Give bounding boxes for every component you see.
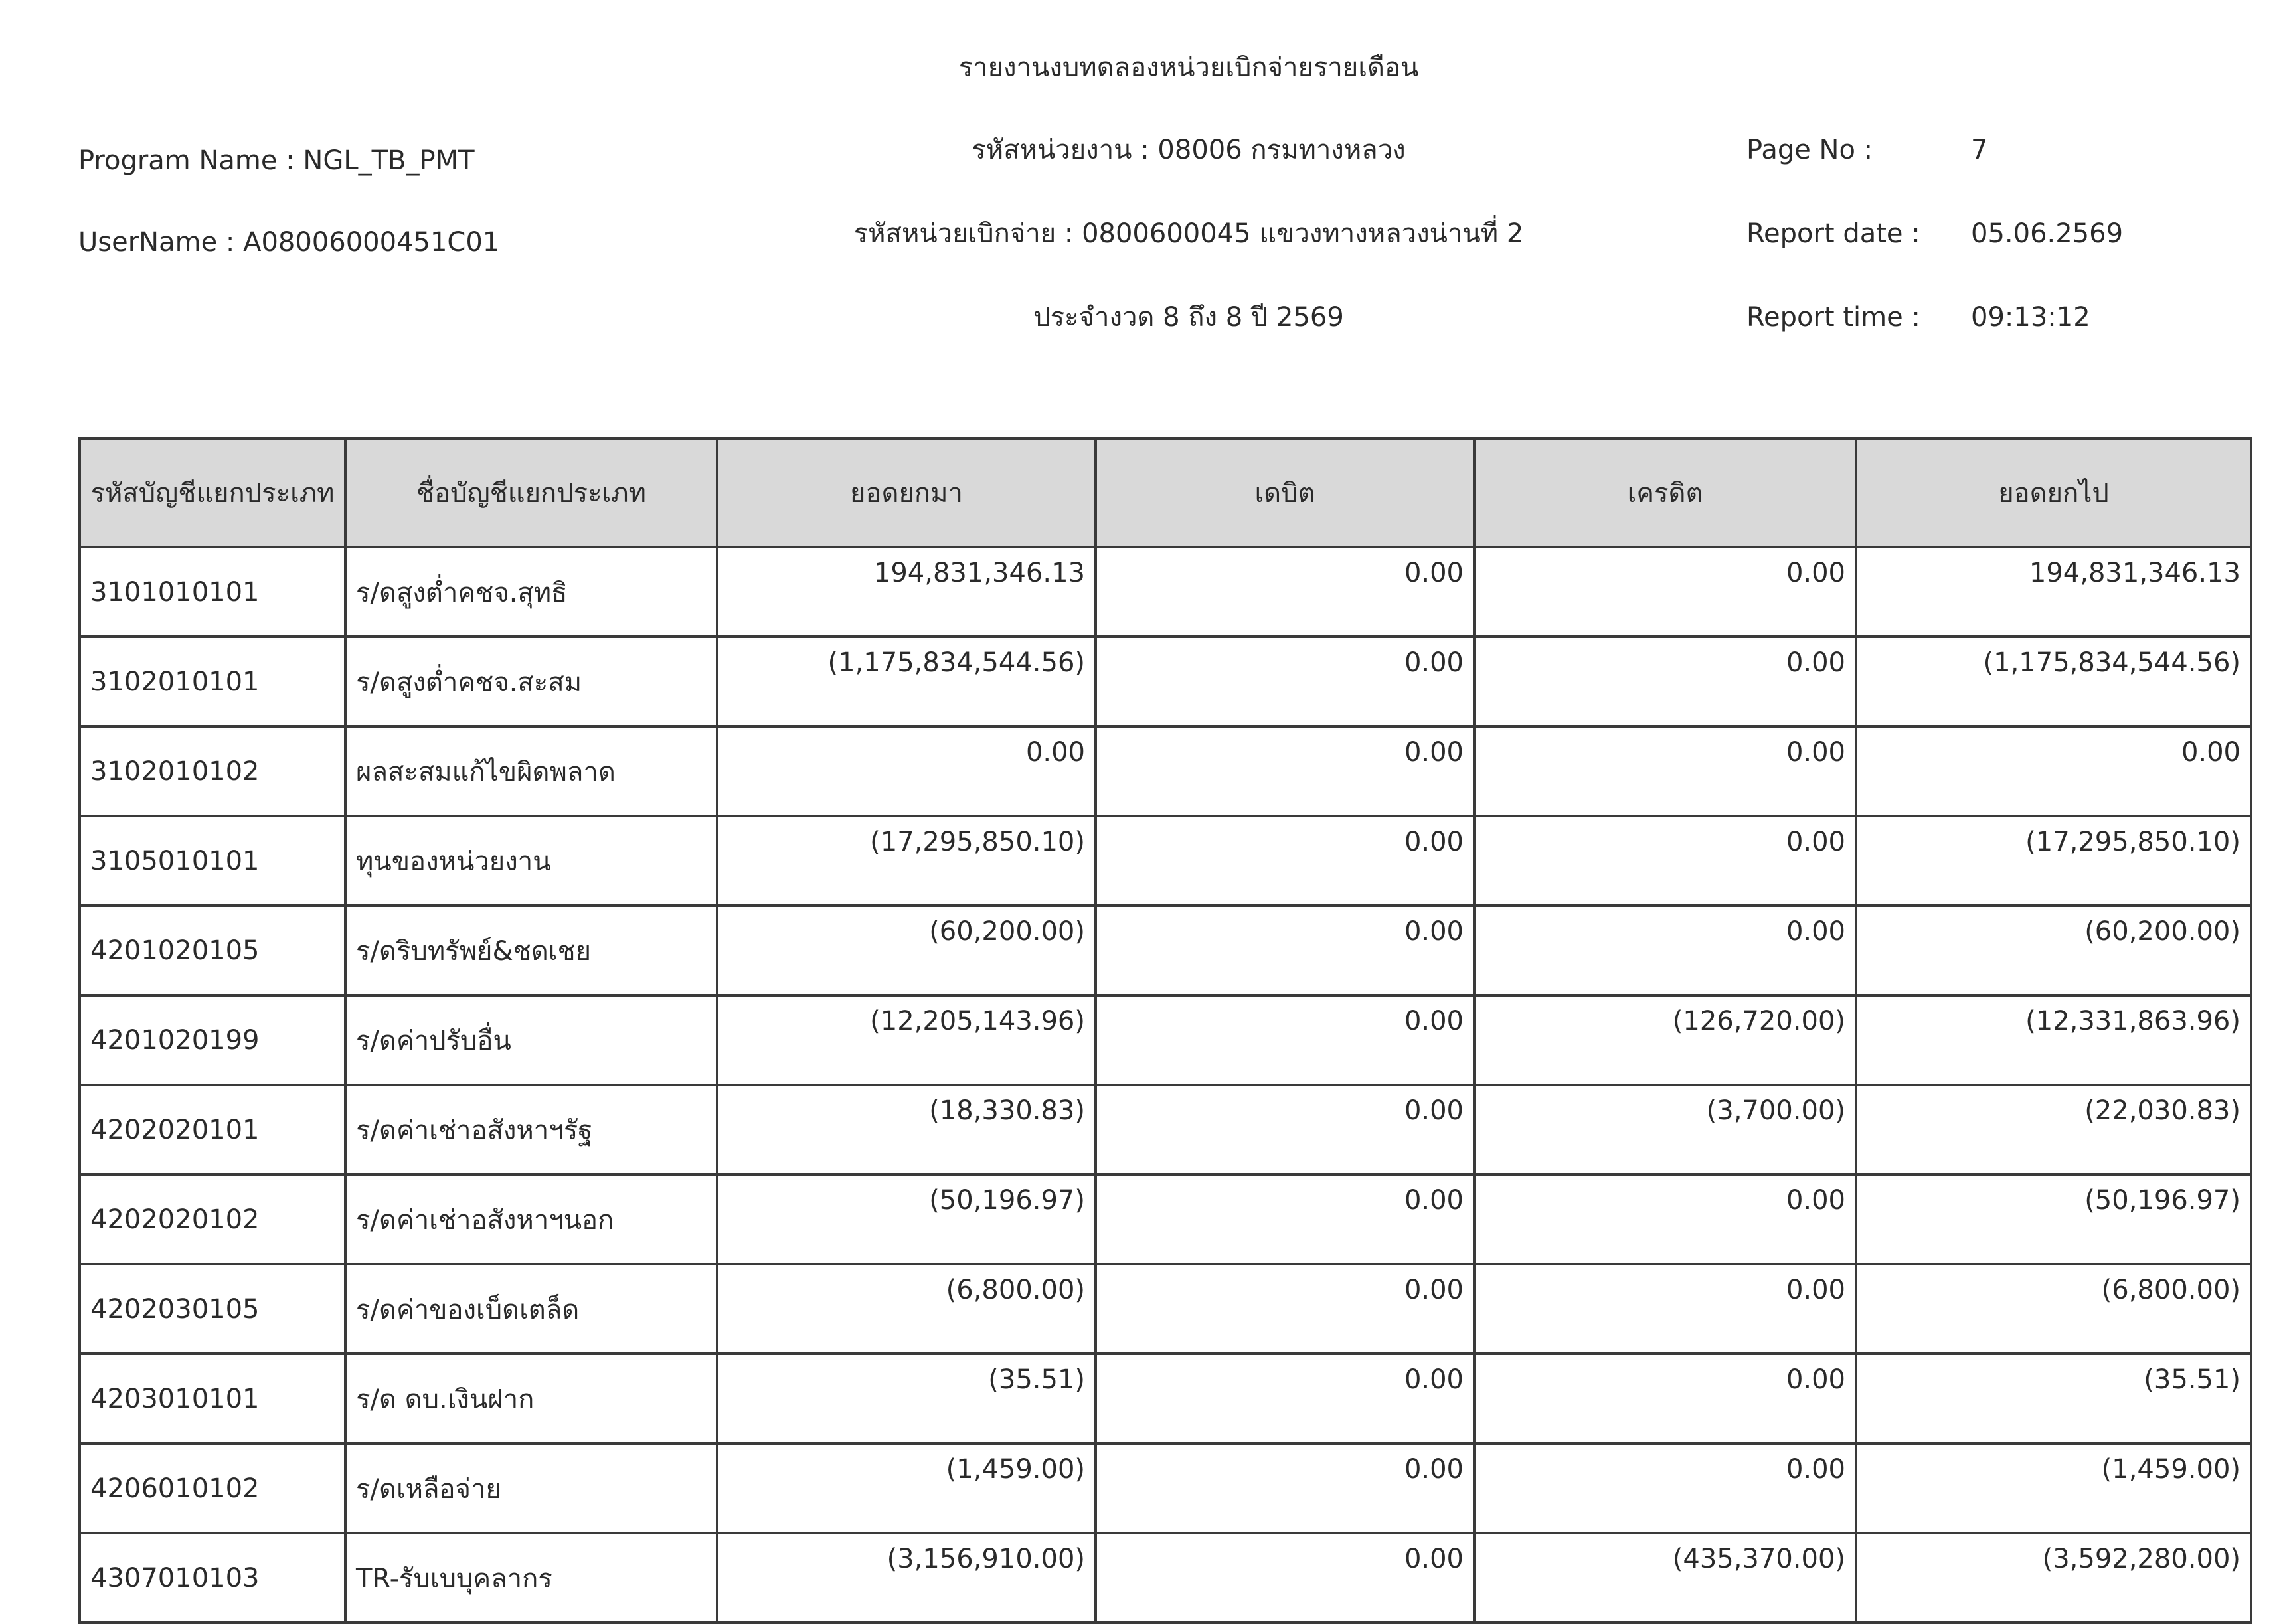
column-header-account-name: ชื่อบัญชีแยกประเภท <box>345 438 717 547</box>
opening-balance-cell: (60,200.00) <box>717 906 1096 995</box>
closing-balance-cell: (60,200.00) <box>1856 906 2251 995</box>
debit-cell: 0.00 <box>1096 1354 1474 1443</box>
credit-cell: (3,700.00) <box>1474 1085 1856 1175</box>
table-row <box>80 1264 2251 1354</box>
credit-cell: (126,720.00) <box>1474 995 1856 1085</box>
account-name-cell: ร/ดสูงต่ำคชจ.สะสม <box>345 637 717 726</box>
table-row <box>80 637 2251 726</box>
table-header-row <box>80 438 2251 547</box>
account-name-cell: TR-รับเบบุคลากร <box>345 1533 717 1623</box>
debit-cell: 0.00 <box>1096 906 1474 995</box>
debit-cell: 0.00 <box>1096 637 1474 726</box>
disbursing-unit: รหัสหน่วยเบิกจ่าย : 0800600045 แขวงทางหลวงน่านที่ 2 <box>853 218 1524 249</box>
debit-cell: 0.00 <box>1096 995 1474 1085</box>
opening-balance-cell: (6,800.00) <box>717 1264 1096 1354</box>
table-row <box>80 1085 2251 1175</box>
table-row <box>80 816 2251 906</box>
account-code-cell: 3105010101 <box>80 816 345 906</box>
opening-balance-cell: (18,330.83) <box>717 1085 1096 1175</box>
table-row <box>80 1175 2251 1264</box>
table-body <box>80 547 2251 1623</box>
account-code-cell: 3101010101 <box>80 547 345 637</box>
table-row <box>80 1354 2251 1443</box>
credit-cell: 0.00 <box>1474 816 1856 906</box>
table-row <box>80 906 2251 995</box>
closing-balance-cell: (3,592,280.00) <box>1856 1533 2251 1623</box>
credit-cell: 0.00 <box>1474 637 1856 726</box>
column-header-opening-balance: ยอดยกมา <box>717 438 1096 547</box>
account-code-cell: 4201020105 <box>80 906 345 995</box>
credit-cell: (435,370.00) <box>1474 1533 1856 1623</box>
report-date-value: 05.06.2569 <box>1971 218 2124 249</box>
report-period: ประจำงวด 8 ถึง 8 ปี 2569 <box>1033 302 1344 333</box>
credit-cell: 0.00 <box>1474 1443 1856 1533</box>
column-header-closing-balance: ยอดยกไป <box>1856 438 2251 547</box>
account-code-cell: 3102010102 <box>80 726 345 816</box>
table-row <box>80 1443 2251 1533</box>
table-row <box>80 995 2251 1085</box>
account-name-cell: ร/ดค่าเช่าอสังหาฯนอก <box>345 1175 717 1264</box>
opening-balance-cell: (12,205,143.96) <box>717 995 1096 1085</box>
opening-balance-cell: 0.00 <box>717 726 1096 816</box>
user-name: UserName : A08006000451C01 <box>78 227 500 258</box>
debit-cell: 0.00 <box>1096 1085 1474 1175</box>
closing-balance-cell: (12,331,863.96) <box>1856 995 2251 1085</box>
debit-cell: 0.00 <box>1096 816 1474 906</box>
agency-code: รหัสหน่วยงาน : 08006 กรมทางหลวง <box>972 135 1406 165</box>
report-time-value: 09:13:12 <box>1971 302 2090 333</box>
account-code-cell: 4203010101 <box>80 1354 345 1443</box>
account-name-cell: ร/ดริบทรัพย์&ชดเชย <box>345 906 717 995</box>
account-name-cell: ร/ดเหลือจ่าย <box>345 1443 717 1533</box>
program-name: Program Name : NGL_TB_PMT <box>78 145 475 176</box>
closing-balance-cell: (1,175,834,544.56) <box>1856 637 2251 726</box>
page-no-label: Page No : <box>1746 135 1873 165</box>
account-code-cell: 4202020101 <box>80 1085 345 1175</box>
opening-balance-cell: (1,459.00) <box>717 1443 1096 1533</box>
account-name-cell: ทุนของหน่วยงาน <box>345 816 717 906</box>
opening-balance-cell: (1,175,834,544.56) <box>717 637 1096 726</box>
account-name-cell: ผลสะสมแก้ไขผิดพลาด <box>345 726 717 816</box>
debit-cell: 0.00 <box>1096 726 1474 816</box>
table-row <box>80 1533 2251 1623</box>
debit-cell: 0.00 <box>1096 1443 1474 1533</box>
closing-balance-cell: (22,030.83) <box>1856 1085 2251 1175</box>
account-code-cell: 4206010102 <box>80 1443 345 1533</box>
closing-balance-cell: 0.00 <box>1856 726 2251 816</box>
opening-balance-cell: (35.51) <box>717 1354 1096 1443</box>
credit-cell: 0.00 <box>1474 1175 1856 1264</box>
closing-balance-cell: (6,800.00) <box>1856 1264 2251 1354</box>
report-time-label: Report time : <box>1746 302 1920 333</box>
account-code-cell: 3102010101 <box>80 637 345 726</box>
closing-balance-cell: (50,196.97) <box>1856 1175 2251 1264</box>
credit-cell: 0.00 <box>1474 1354 1856 1443</box>
account-code-cell: 4202030105 <box>80 1264 345 1354</box>
closing-balance-cell: 194,831,346.13 <box>1856 547 2251 637</box>
debit-cell: 0.00 <box>1096 547 1474 637</box>
account-name-cell: ร/ดค่าปรับอื่น <box>345 995 717 1085</box>
opening-balance-cell: (17,295,850.10) <box>717 816 1096 906</box>
column-header-debit: เดบิต <box>1096 438 1474 547</box>
opening-balance-cell: (3,156,910.00) <box>717 1533 1096 1623</box>
account-name-cell: ร/ดค่าของเบ็ดเตล็ด <box>345 1264 717 1354</box>
trial-balance-table <box>78 437 2252 1624</box>
column-header-account-code: รหัสบัญชีแยกประเภท <box>80 438 345 547</box>
credit-cell: 0.00 <box>1474 906 1856 995</box>
account-code-cell: 4307010103 <box>80 1533 345 1623</box>
account-code-cell: 4202020102 <box>80 1175 345 1264</box>
table-row <box>80 726 2251 816</box>
debit-cell: 0.00 <box>1096 1175 1474 1264</box>
account-name-cell: ร/ดค่าเช่าอสังหาฯรัฐ <box>345 1085 717 1175</box>
page-no-value: 7 <box>1971 135 1988 165</box>
table-row <box>80 547 2251 637</box>
column-header-credit: เครดิต <box>1474 438 1856 547</box>
closing-balance-cell: (17,295,850.10) <box>1856 816 2251 906</box>
account-code-cell: 4201020199 <box>80 995 345 1085</box>
report-date-label: Report date : <box>1746 218 1920 249</box>
account-name-cell: ร/ด ดบ.เงินฝาก <box>345 1354 717 1443</box>
closing-balance-cell: (35.51) <box>1856 1354 2251 1443</box>
debit-cell: 0.00 <box>1096 1533 1474 1623</box>
closing-balance-cell: (1,459.00) <box>1856 1443 2251 1533</box>
account-name-cell: ร/ดสูงต่ำคชจ.สุทธิ <box>345 547 717 637</box>
opening-balance-cell: (50,196.97) <box>717 1175 1096 1264</box>
credit-cell: 0.00 <box>1474 726 1856 816</box>
credit-cell: 0.00 <box>1474 1264 1856 1354</box>
credit-cell: 0.00 <box>1474 547 1856 637</box>
debit-cell: 0.00 <box>1096 1264 1474 1354</box>
opening-balance-cell: 194,831,346.13 <box>717 547 1096 637</box>
report-title: รายงานงบทดลองหน่วยเบิกจ่ายรายเดือน <box>958 52 1419 83</box>
